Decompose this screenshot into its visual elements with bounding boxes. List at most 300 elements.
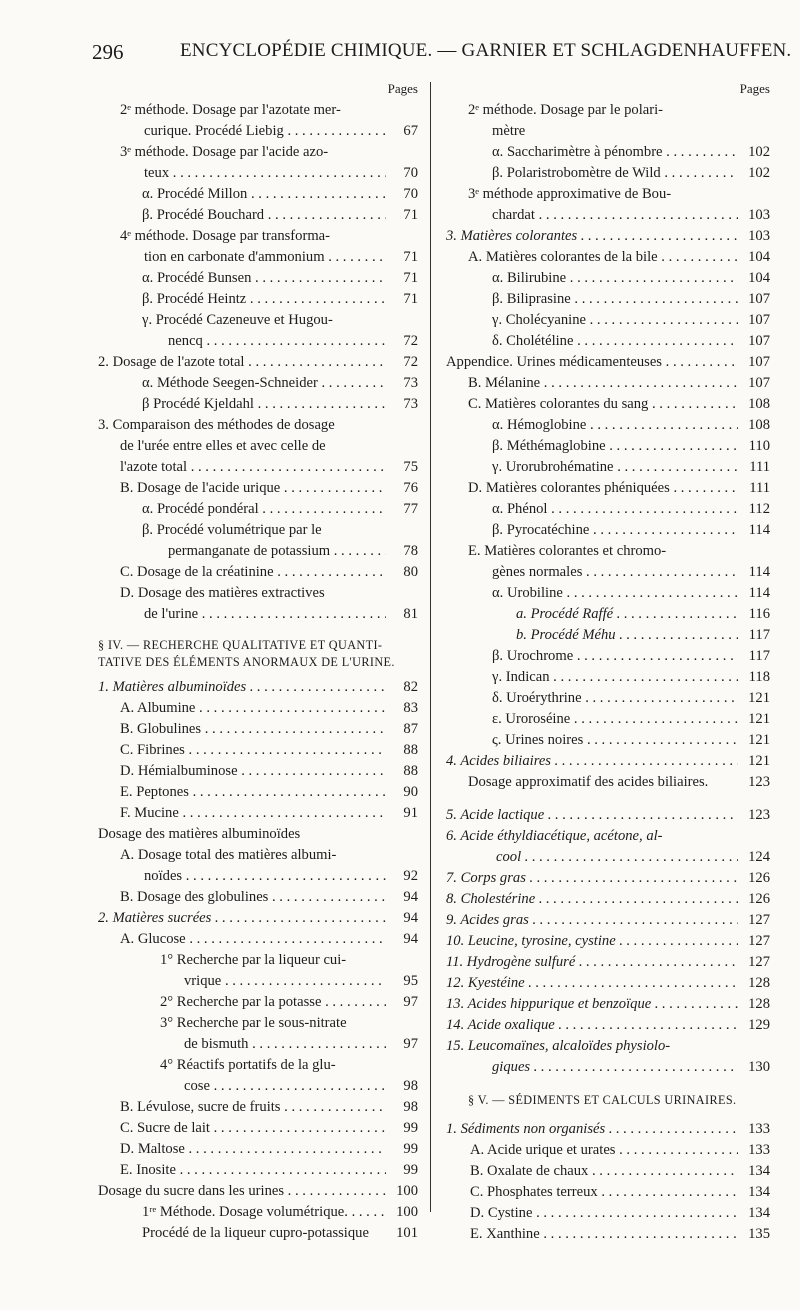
toc-entry-title: δ. Cholétéline . . . (492, 333, 738, 349)
toc-entry (446, 772, 770, 793)
toc-entry-page: 104 (748, 270, 770, 286)
toc-entry (446, 910, 770, 931)
toc-entry (446, 205, 770, 226)
toc-entry-title: permanganate de potassium . . . (168, 543, 386, 559)
toc-entry-page: 107 (748, 291, 770, 307)
toc-entry (98, 887, 418, 908)
toc-entry (446, 826, 770, 847)
toc-list-right-c (446, 1119, 770, 1245)
toc-entry-page: 92 (403, 868, 418, 884)
toc-entry (446, 805, 770, 826)
toc-entry (446, 847, 770, 868)
running-title: ENCYCLOPÉDIE CHIMIQUE. — GARNIER ET SCHLAGDENHAUFFEN. (180, 40, 792, 61)
toc-entry-title: teux . . . (144, 165, 386, 181)
toc-right-column (446, 78, 770, 1245)
toc-entry (98, 352, 418, 373)
toc-entry-page: 126 (748, 870, 770, 886)
toc-entry (98, 1223, 418, 1244)
toc-entry (98, 583, 418, 604)
toc-entry (446, 394, 770, 415)
toc-entry (98, 992, 418, 1013)
toc-entry (98, 1118, 418, 1139)
toc-entry-page: 117 (748, 627, 770, 643)
toc-entry-title: 3. Comparaison des méthodes de dosage (98, 417, 335, 433)
toc-entry-title: δ. Uroérythrine . . . (492, 690, 738, 706)
toc-entry-title: C. Matières colorantes du sang . . . (468, 396, 738, 412)
toc-entry-page: 108 (748, 396, 770, 412)
toc-entry-page: 121 (748, 690, 770, 706)
toc-entry (446, 625, 770, 646)
toc-entry-page: 126 (748, 891, 770, 907)
toc-entry-title: β. Urochrome . . . (492, 648, 738, 664)
toc-entry (446, 868, 770, 889)
toc-entry (98, 289, 418, 310)
toc-entry (446, 889, 770, 910)
toc-entry-title: B. Lévulose, sucre de fruits . . . (120, 1099, 386, 1115)
toc-entry (98, 142, 418, 163)
toc-entry-title: A. Glucose . . . (120, 931, 386, 947)
toc-entry-page: 111 (749, 459, 770, 475)
toc-entry (98, 562, 418, 583)
toc-entry-page: 107 (748, 354, 770, 370)
toc-entry-title: α. Saccharimètre à pénombre . . . (492, 144, 738, 160)
toc-entry-page: 72 (403, 354, 418, 370)
toc-entry-title: b. Procédé Méhu . . . (516, 627, 738, 643)
toc-entry (98, 205, 418, 226)
toc-entry-title: 2ᵉ méthode. Dosage par le polari- (468, 102, 664, 118)
toc-entry-title: Appendice. Urines médicamenteuses . . . (446, 354, 738, 370)
toc-entry-page: 98 (403, 1099, 418, 1115)
toc-entry (98, 478, 418, 499)
toc-entry (98, 604, 418, 625)
toc-entry (446, 1119, 770, 1140)
toc-entry-title: A. Acide urique et urates . . . (470, 1142, 738, 1158)
toc-entry-title: Dosage des matières albuminoïdes (98, 826, 301, 842)
toc-entry (98, 373, 418, 394)
toc-entry (446, 1036, 770, 1057)
toc-entry (446, 457, 770, 478)
toc-entry-title: β. Procédé Heintz . . . (142, 291, 386, 307)
toc-entry-title: 15. Leucomaïnes, alcaloïdes physiolo- (446, 1038, 671, 1054)
toc-entry (98, 1055, 418, 1076)
toc-entry (446, 226, 770, 247)
toc-entry (98, 1181, 418, 1202)
toc-entry-title: de l'urine . . . (144, 606, 386, 622)
toc-entry-title: 4ᵉ méthode. Dosage par transforma- (120, 228, 331, 244)
toc-entry-page: 88 (403, 742, 418, 758)
toc-entry-page: 91 (403, 805, 418, 821)
toc-entry-title: gènes normales . . . (492, 564, 738, 580)
toc-entry-page: 73 (403, 396, 418, 412)
toc-entry-page: 99 (403, 1162, 418, 1178)
toc-entry-title: 7. Corps gras . . . (446, 870, 738, 886)
section-heading-line: § V. — SÉDIMENTS ET CALCULS URINAIRES. (468, 1093, 737, 1107)
pages-column-label: Pages (387, 81, 418, 96)
toc-entry-title: D. Hémialbuminose . . . (120, 763, 386, 779)
toc-entry-title: γ. Cholécyanine . . . (492, 312, 738, 328)
toc-entry-page: 124 (748, 849, 770, 865)
toc-entry (98, 415, 418, 436)
toc-entry-page: 70 (403, 186, 418, 202)
toc-entry (98, 929, 418, 950)
toc-entry-page: 103 (748, 207, 770, 223)
toc-entry-title: B. Oxalate de chaux . . . (470, 1163, 738, 1179)
toc-entry-title: cool . . . (496, 849, 738, 865)
toc-entry (98, 824, 418, 845)
toc-entry-title: α. Bilirubine . . . (492, 270, 738, 286)
toc-entry-page: 114 (748, 585, 770, 601)
toc-entry-page: 127 (748, 954, 770, 970)
toc-entry-title: β. Méthémaglobine . . . (492, 438, 738, 454)
toc-entry-page: 72 (403, 333, 418, 349)
section-heading-line: § IV. — RECHERCHE QUALITATIVE ET QUANTI- (98, 638, 383, 652)
toc-entry (98, 268, 418, 289)
toc-entry-title: 2° Recherche par la potasse . . . (160, 994, 386, 1010)
toc-entry (446, 994, 770, 1015)
toc-entry-title: 3ᵉ méthode approximative de Bou- (468, 186, 672, 202)
toc-entry-title: 10. Leucine, tyrosine, cystine . . . (446, 933, 738, 949)
toc-entry-title: α. Méthode Seegen-Schneider . . . (142, 375, 386, 391)
toc-entry-title: nencq . . . (168, 333, 386, 349)
toc-entry-page: 107 (748, 312, 770, 328)
toc-entry-page: 133 (748, 1142, 770, 1158)
toc-entry-title: 13. Acides hippurique et benzoïque . . . (446, 996, 738, 1012)
toc-entry-title: α. Procédé Millon . . . (142, 186, 386, 202)
toc-entry-title: A. Albumine . . . (120, 700, 386, 716)
toc-entry-title: 1. Matières albuminoïdes . . . (98, 679, 386, 695)
toc-entry (446, 751, 770, 772)
toc-entry (446, 436, 770, 457)
toc-entry (446, 478, 770, 499)
toc-entry-title: α. Urobiline . . . (492, 585, 738, 601)
toc-entry-page: 104 (748, 249, 770, 265)
toc-entry-page: 121 (748, 732, 770, 748)
toc-entry-title: α. Phénol . . . (492, 501, 738, 517)
toc-entry-page: 123 (748, 807, 770, 823)
toc-entry (446, 100, 770, 121)
toc-entry (98, 866, 418, 887)
toc-entry-title: C. Sucre de lait . . . (120, 1120, 386, 1136)
toc-entry-page: 121 (748, 711, 770, 727)
toc-entry (446, 247, 770, 268)
toc-entry-page: 95 (403, 973, 418, 989)
toc-entry (98, 1013, 418, 1034)
toc-list-left-a (98, 100, 418, 625)
toc-entry (98, 1034, 418, 1055)
toc-entry-title: β. Procédé volumétrique par le (142, 522, 322, 538)
toc-entry (98, 310, 418, 331)
toc-entry-title: chardat . . . (492, 207, 738, 223)
toc-entry-title: 6. Acide éthyldiacétique, acétone, al- (446, 828, 663, 844)
toc-entry-title: 4° Réactifs portatifs de la glu- (160, 1057, 336, 1073)
toc-entry (446, 667, 770, 688)
toc-entry-title: E. Xanthine . . . (470, 1226, 738, 1242)
toc-entry-page: 71 (403, 207, 418, 223)
toc-list-left-b (98, 677, 418, 1244)
toc-entry-title: B. Dosage de l'acide urique . . . (120, 480, 386, 496)
toc-entry-title: β. Biliprasine . . . (492, 291, 738, 307)
toc-entry-title: 1. Sédiments non organisés . . . (446, 1121, 738, 1137)
toc-entry-page: 90 (403, 784, 418, 800)
toc-entry-page: 73 (403, 375, 418, 391)
toc-entry-title: ς. Urines noires . . . (492, 732, 738, 748)
toc-entry-page: 94 (403, 931, 418, 947)
toc-entry (446, 142, 770, 163)
toc-entry-page: 75 (403, 459, 418, 475)
toc-entry (446, 541, 770, 562)
toc-entry-page: 83 (403, 700, 418, 716)
toc-entry-page: 134 (748, 1184, 770, 1200)
toc-entry (446, 331, 770, 352)
toc-entry-page: 130 (748, 1059, 770, 1075)
toc-entry-title: E. Inosite . . . (120, 1162, 386, 1178)
toc-entry-page: 94 (403, 889, 418, 905)
toc-entry (98, 740, 418, 761)
toc-entry (98, 499, 418, 520)
toc-entry (446, 163, 770, 184)
toc-entry (98, 541, 418, 562)
toc-entry-page: 101 (396, 1225, 418, 1241)
toc-entry (446, 1182, 770, 1203)
toc-entry-title: mètre (492, 123, 526, 139)
toc-entry-page: 71 (403, 249, 418, 265)
toc-entry-page: 87 (403, 721, 418, 737)
toc-entry-page: 88 (403, 763, 418, 779)
toc-entry-page: 112 (748, 501, 770, 517)
toc-entry-page: 118 (748, 669, 770, 685)
toc-entry-title: F. Mucine . . . (120, 805, 386, 821)
toc-entry-title: 12. Kyestéine . . . (446, 975, 738, 991)
toc-entry-page: 135 (748, 1226, 770, 1242)
toc-entry-page: 110 (748, 438, 770, 454)
toc-entry (98, 520, 418, 541)
toc-entry (98, 950, 418, 971)
toc-entry (98, 121, 418, 142)
toc-entry-title: 2. Matières sucrées . . . (98, 910, 386, 926)
toc-entry-title: β. Pyrocatéchine . . . (492, 522, 738, 538)
page-number: 296 (92, 40, 124, 64)
section-heading-v (446, 1092, 770, 1109)
toc-entry-title: de bismuth . . . (184, 1036, 386, 1052)
toc-entry (446, 730, 770, 751)
toc-entry-page: 127 (748, 933, 770, 949)
toc-entry (446, 1057, 770, 1078)
toc-entry (446, 562, 770, 583)
toc-entry-page: 114 (748, 522, 770, 538)
toc-entry (446, 688, 770, 709)
toc-entry (446, 583, 770, 604)
toc-entry-title: 11. Hydrogène sulfuré . . . (446, 954, 738, 970)
toc-entry (98, 803, 418, 824)
toc-entry-title: 2. Dosage de l'azote total . . . (98, 354, 386, 370)
section-heading-iv (98, 637, 418, 671)
toc-entry (98, 1097, 418, 1118)
toc-entry (446, 184, 770, 205)
toc-entry-title: A. Dosage total des matières albumi- (120, 847, 337, 863)
toc-entry-page: 98 (403, 1078, 418, 1094)
toc-entry-title: β Procédé Kjeldahl . . . (142, 396, 386, 412)
toc-entry-page: 100 (396, 1183, 418, 1199)
toc-entry-page: 128 (748, 975, 770, 991)
toc-entry-title: ε. Uroroséine . . . (492, 711, 738, 727)
toc-entry-page: 78 (403, 543, 418, 559)
toc-entry (446, 415, 770, 436)
toc-entry-page: 129 (748, 1017, 770, 1033)
toc-list-right-a (446, 100, 770, 793)
toc-entry-page: 67 (403, 123, 418, 139)
toc-entry-page: 77 (403, 501, 418, 517)
toc-entry-title: 3° Recherche par le sous-nitrate (160, 1015, 347, 1031)
toc-entry (98, 247, 418, 268)
toc-entry-page: 114 (748, 564, 770, 580)
toc-entry (446, 1203, 770, 1224)
toc-entry-page: 81 (403, 606, 418, 622)
toc-entry-page: 99 (403, 1141, 418, 1157)
section-heading-line: TATIVE DES ÉLÉMENTS ANORMAUX DE L'URINE. (98, 655, 395, 669)
toc-entry-title: γ. Urorubrohématine . . . (492, 459, 738, 475)
toc-entry-title: 4. Acides biliaires . . . (446, 753, 738, 769)
toc-entry-page: 71 (403, 270, 418, 286)
toc-entry (98, 226, 418, 247)
toc-entry (446, 1161, 770, 1182)
toc-entry (98, 163, 418, 184)
toc-entry-title: Dosage approximatif des acides biliaires. (468, 774, 709, 790)
toc-entry-title: de l'urée entre elles et avec celle de (120, 438, 326, 454)
toc-entry-title: E. Matières colorantes et chromo- (468, 543, 667, 559)
toc-entry (446, 373, 770, 394)
toc-entry (446, 952, 770, 973)
toc-entry (98, 908, 418, 929)
toc-entry-title: cose . . . (184, 1078, 386, 1094)
toc-entry (98, 436, 418, 457)
toc-list-right-b (446, 805, 770, 1078)
toc-entry-title: α. Procédé Bunsen . . . (142, 270, 386, 286)
toc-entry-title: C. Dosage de la créatinine . . . (120, 564, 386, 580)
toc-entry-page: 123 (748, 774, 770, 790)
toc-entry-title: vrique . . . (184, 973, 386, 989)
toc-entry-title: noïdes . . . (144, 868, 386, 884)
pages-column-label: Pages (739, 81, 770, 96)
toc-entry-title: α. Procédé pondéral . . . (142, 501, 386, 517)
toc-entry-page: 70 (403, 165, 418, 181)
toc-entry-title: γ. Procédé Cazeneuve et Hugou- (142, 312, 333, 328)
toc-entry (446, 121, 770, 142)
toc-entry-page: 102 (748, 144, 770, 160)
toc-entry-page: 82 (403, 679, 418, 695)
toc-entry-page: 107 (748, 375, 770, 391)
toc-entry (98, 1076, 418, 1097)
toc-entry-page: 100 (396, 1204, 418, 1220)
toc-entry-page: 134 (748, 1163, 770, 1179)
toc-entry-page: 127 (748, 912, 770, 928)
toc-entry (98, 100, 418, 121)
toc-entry (98, 971, 418, 992)
toc-entry-title: B. Dosage des globulines . . . (120, 889, 386, 905)
toc-entry-title: giques . . . (492, 1059, 738, 1075)
toc-entry-title: 3. Matières colorantes . . . (446, 228, 738, 244)
toc-entry-title: β. Procédé Bouchard . . . (142, 207, 386, 223)
toc-entry-page: 97 (403, 994, 418, 1010)
toc-entry-title: 8. Cholestérine . . . (446, 891, 738, 907)
toc-entry (98, 698, 418, 719)
toc-entry-page: 103 (748, 228, 770, 244)
toc-entry-title: β. Polaristrobomètre de Wild . . . (492, 165, 738, 181)
toc-entry-title: 3ᵉ méthode. Dosage par l'acide azo- (120, 144, 329, 160)
toc-entry-page: 71 (403, 291, 418, 307)
toc-entry (98, 331, 418, 352)
toc-entry (98, 677, 418, 698)
toc-entry (446, 520, 770, 541)
toc-entry-page: 121 (748, 753, 770, 769)
toc-entry (446, 931, 770, 952)
toc-entry (446, 352, 770, 373)
toc-entry-title: tion en carbonate d'ammonium . . . (144, 249, 386, 265)
toc-entry-title: curique. Procédé Liebig . . . (144, 123, 386, 139)
toc-entry-page: 134 (748, 1205, 770, 1221)
toc-entry (446, 1015, 770, 1036)
toc-entry (446, 973, 770, 994)
toc-entry-page: 107 (748, 333, 770, 349)
toc-entry (98, 1160, 418, 1181)
toc-entry-title: 1ʳᵉ Méthode. Dosage volumétrique. . . . (142, 1204, 386, 1220)
toc-entry (446, 1140, 770, 1161)
toc-entry (446, 646, 770, 667)
toc-entry-title: 1° Recherche par la liqueur cui- (160, 952, 347, 968)
toc-entry-page: 97 (403, 1036, 418, 1052)
toc-entry-title: D. Dosage des matières extractives (120, 585, 325, 601)
toc-entry-page: 133 (748, 1121, 770, 1137)
toc-entry-page: 76 (403, 480, 418, 496)
toc-entry (446, 1224, 770, 1245)
toc-entry-title: C. Fibrines . . . (120, 742, 386, 758)
toc-entry (98, 761, 418, 782)
toc-entry-title: α. Hémoglobine . . . (492, 417, 738, 433)
toc-entry (98, 1139, 418, 1160)
column-divider (430, 82, 431, 1212)
toc-entry-page: 128 (748, 996, 770, 1012)
toc-entry-page: 80 (403, 564, 418, 580)
toc-entry-title: a. Procédé Raffé . . . (516, 606, 738, 622)
toc-entry-title: B. Mélanine . . . (468, 375, 738, 391)
toc-entry-page: 117 (748, 648, 770, 664)
toc-entry (446, 499, 770, 520)
toc-entry-page: 94 (403, 910, 418, 926)
toc-entry (446, 268, 770, 289)
page-header (92, 40, 792, 70)
toc-entry-title: Dosage du sucre dans les urines . . . (98, 1183, 386, 1199)
toc-entry-title: Procédé de la liqueur cupro-potassique (142, 1225, 369, 1241)
toc-entry-title: B. Globulines . . . (120, 721, 386, 737)
toc-entry-page: 116 (748, 606, 770, 622)
toc-entry (98, 1202, 418, 1223)
toc-entry (446, 709, 770, 730)
toc-entry-title: D. Matières colorantes phéniquées . . . (468, 480, 738, 496)
toc-entry-page: 102 (748, 165, 770, 181)
toc-entry (98, 782, 418, 803)
toc-entry (98, 184, 418, 205)
toc-entry (446, 289, 770, 310)
toc-entry-title: C. Phosphates terreux . . . (470, 1184, 738, 1200)
toc-entry (446, 604, 770, 625)
toc-entry-title: 9. Acides gras . . . (446, 912, 738, 928)
toc-entry-title: A. Matières colorantes de la bile . . . (468, 249, 738, 265)
toc-entry-page: 99 (403, 1120, 418, 1136)
toc-left-column (98, 78, 418, 1244)
toc-entry-title: D. Cystine . . . (470, 1205, 738, 1221)
toc-entry-page: 108 (748, 417, 770, 433)
toc-entry (98, 457, 418, 478)
toc-entry-title: γ. Indican . . . (492, 669, 738, 685)
